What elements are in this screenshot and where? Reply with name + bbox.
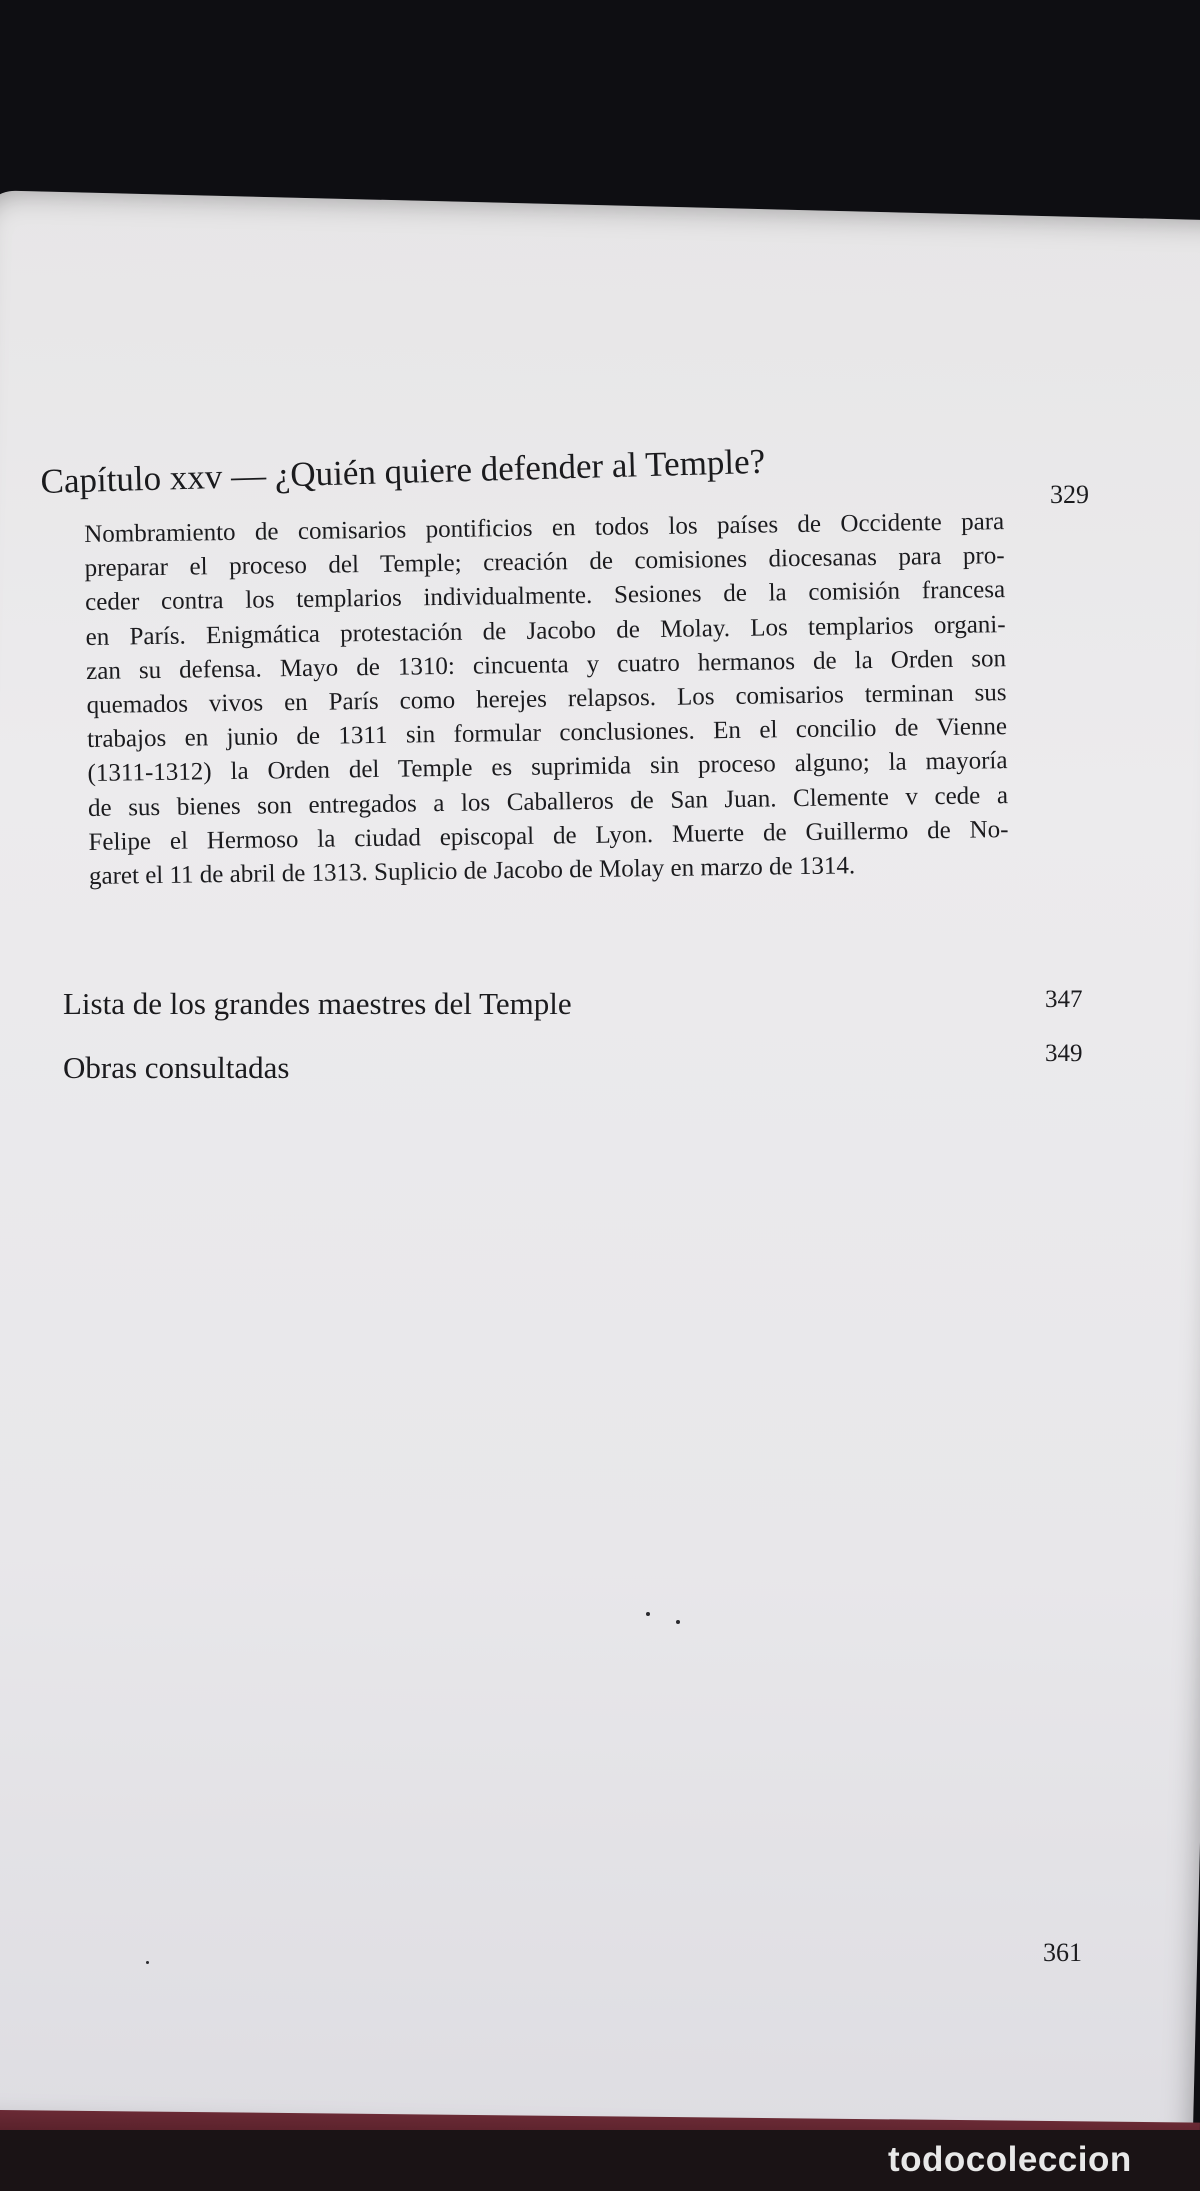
summary-line: Felipe el Hermoso la ciudad episcopal de Lyon. Muerte de Guillermo de No- <box>88 815 1009 856</box>
page-folio: 361 <box>1043 1938 1082 1967</box>
toc-page-grand-masters: 347 <box>1045 986 1083 1013</box>
page-speck <box>646 1612 650 1616</box>
summary-line: ceder contra los templarios individualmente. Sesiones de la comisión francesa <box>84 576 1006 617</box>
chapter-page-number: 329 <box>1050 480 1089 509</box>
page-speck <box>676 1620 680 1624</box>
toc-page-works-consulted: 349 <box>1045 1040 1083 1067</box>
summary-line: garet el 11 de abril de 1313. Suplicio de Jacobo de Molay en marzo de 1314. <box>88 852 856 890</box>
summary-line: de sus bienes son entregados a los Caballeros de San Juan. Clemente v cede a <box>87 781 1009 822</box>
summary-line: Nombramiento de comisarios pontificios en todos los países de Occidente para <box>84 508 1005 548</box>
toc-entry-grand-masters: Lista de los grandes maestres del Temple <box>63 986 572 1021</box>
summary-line: trabajos en junio de 1311 sin formular conclusiones. En el concilio de Vienne <box>86 713 1008 754</box>
summary-line: (1311-1312) la Orden del Temple es suprimida sin proceso alguno; la mayoría <box>87 747 1008 788</box>
chapter-summary <box>84 505 1009 894</box>
chapter-title: Capítulo xxv — ¿Quién quiere defender al Temple? <box>40 441 766 501</box>
summary-line: preparar el proceso del Temple; creación de comisiones diocesanas para pro- <box>84 542 1005 583</box>
watermark-logo: todocoleccion <box>888 2140 1132 2179</box>
toc-entry-works-consulted: Obras consultadas <box>63 1050 290 1085</box>
summary-line: quemados vivos en París como herejes relapsos. Los comisarios terminan sus <box>86 679 1007 719</box>
page-speck <box>146 1961 149 1964</box>
summary-line: en París. Enigmática protestación de Jacobo de Molay. Los templarios organi- <box>85 610 1006 651</box>
summary-line: zan su defensa. Mayo de 1310: cincuenta y cuatro hermanos de la Orden son <box>85 644 1007 685</box>
